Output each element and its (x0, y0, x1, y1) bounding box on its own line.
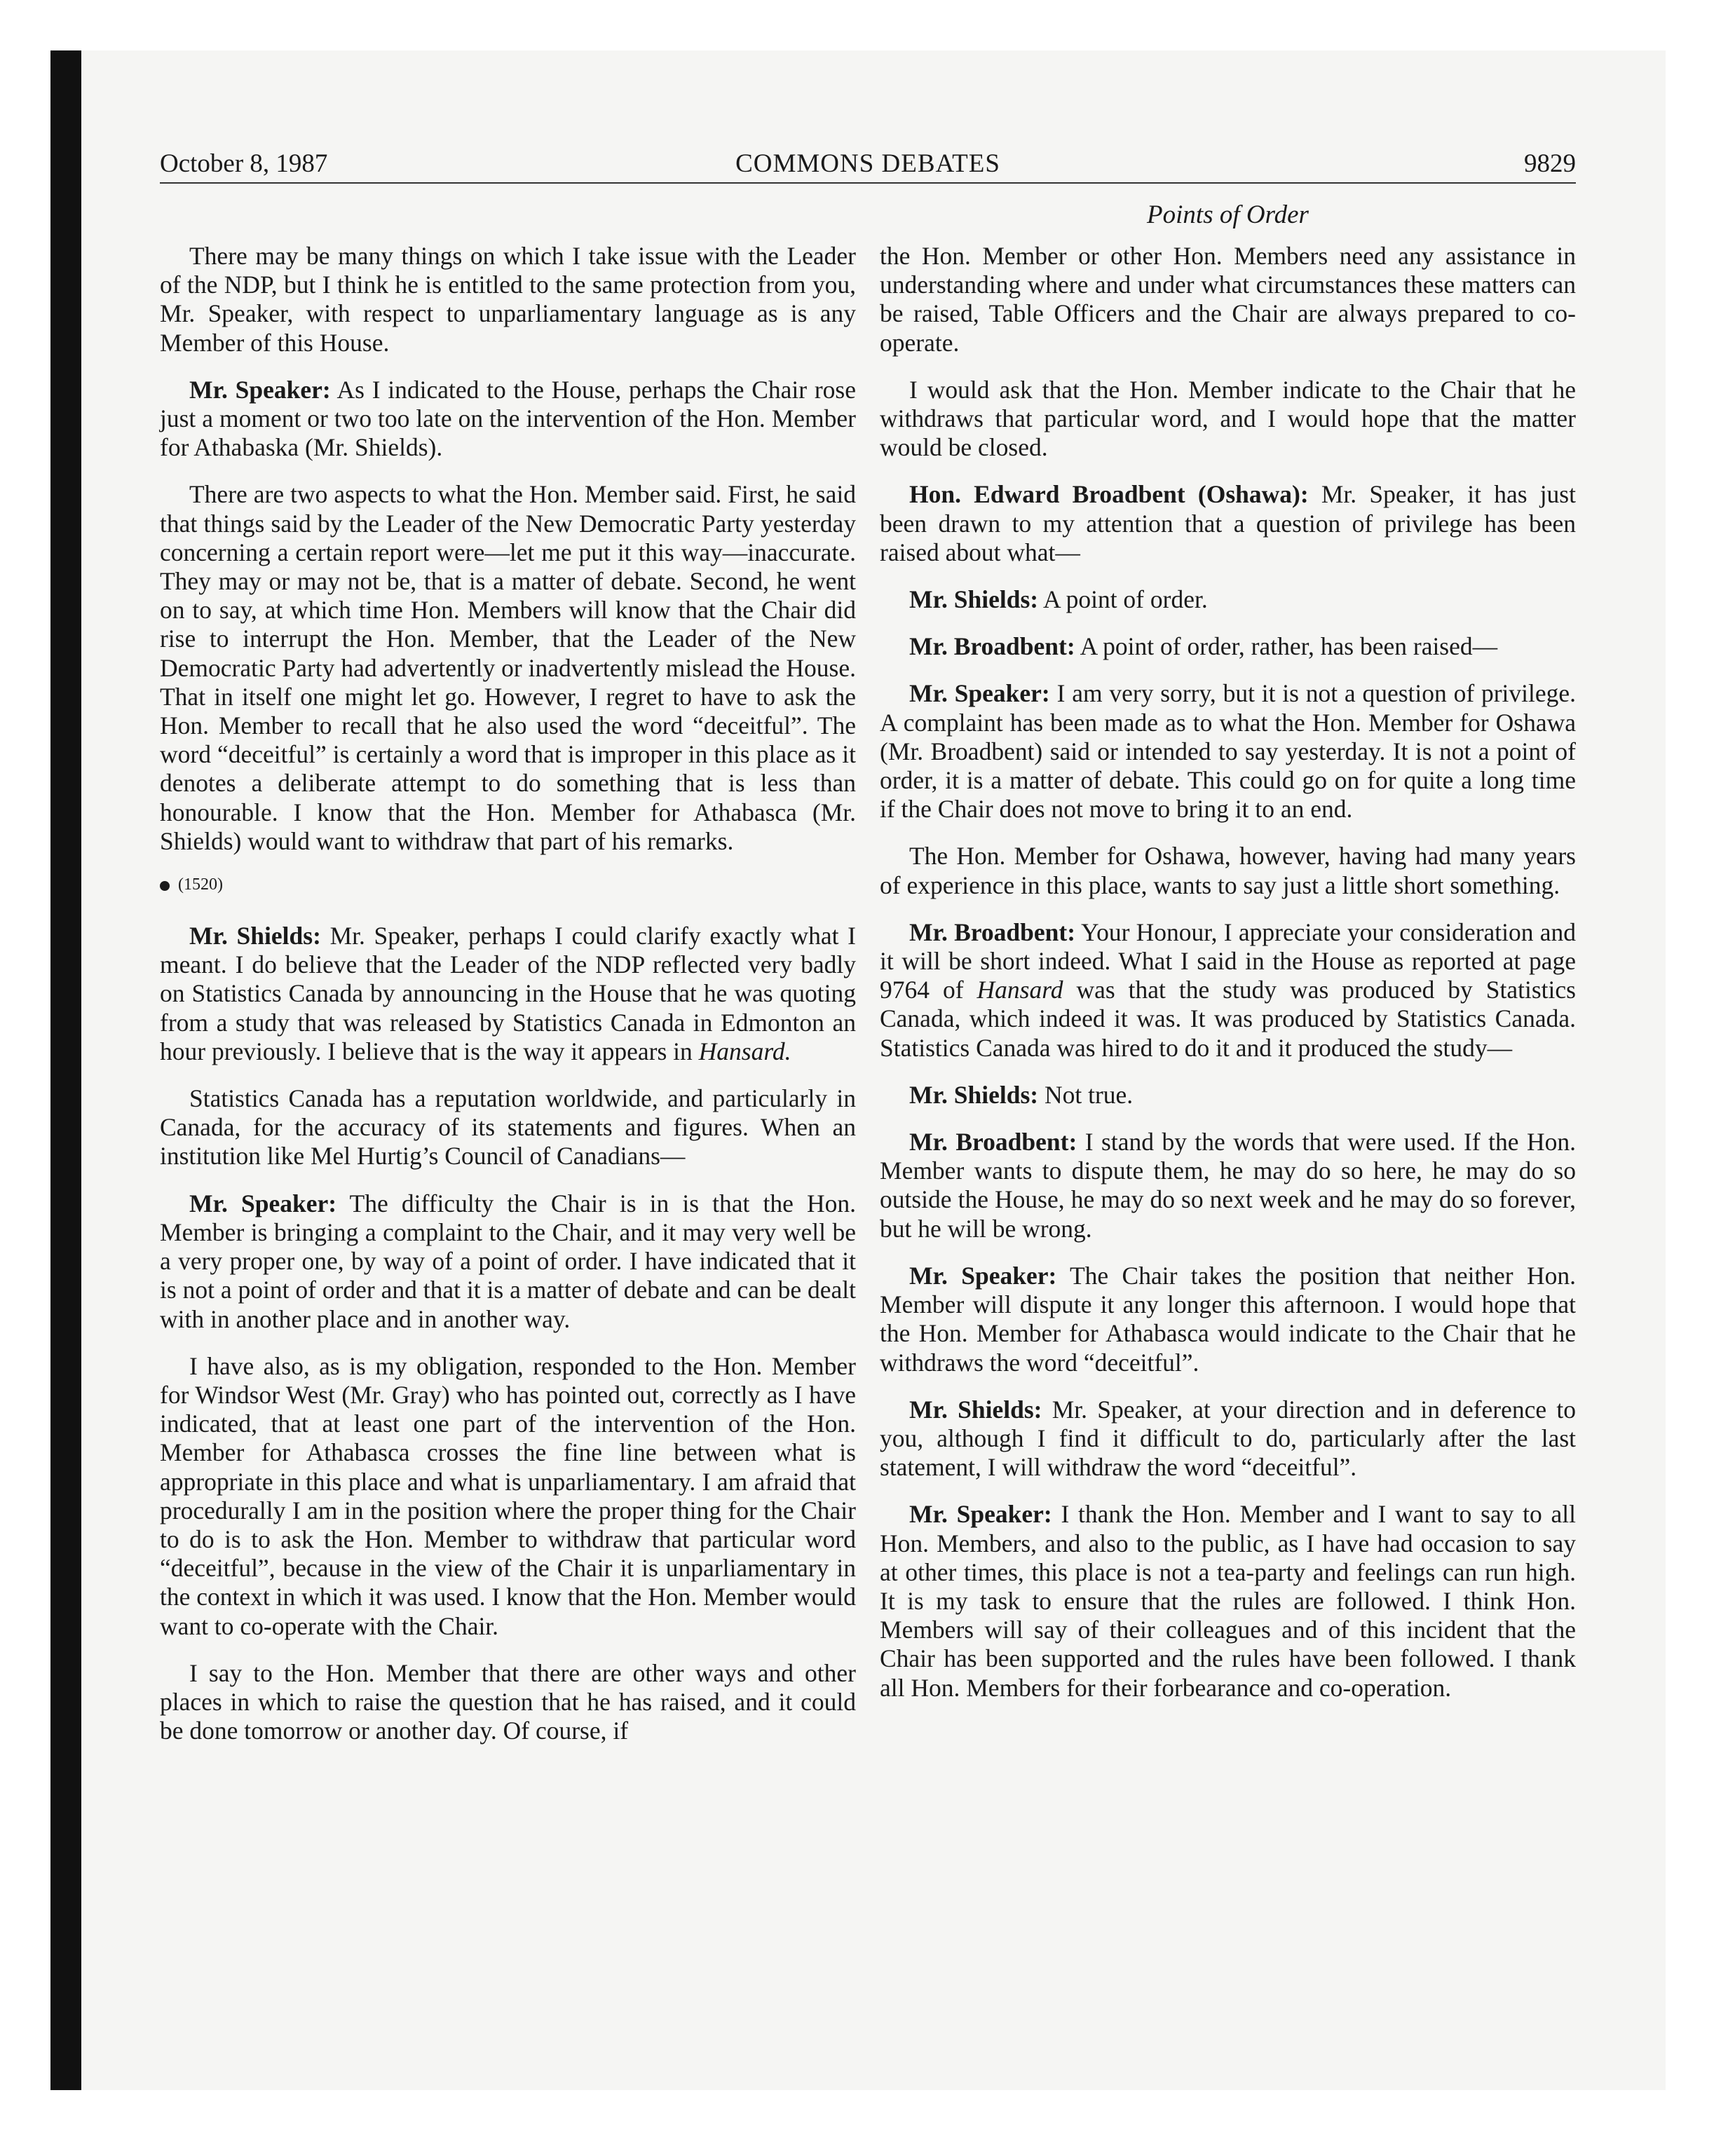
speaker-name: Mr. Speaker: (909, 1261, 1057, 1290)
speaker-name: Mr. Broadbent: (909, 917, 1076, 946)
time-marker (160, 874, 856, 895)
paragraph (880, 585, 1576, 614)
left-column (160, 242, 856, 1763)
speech-text: I thank the Hon. Member and I want to say to all Hon. Members, and also to the public, as I have had occasion to say at other times, this place is not a tea-party and feelings can run high. It is my task to ensure that the rules are followed. I think Hon. Members will say of their colleagues and of this incident that the Chair has been supported and the rules have been followed. I thank all Hon. Members for their forbearance and co-operation. (880, 1500, 1577, 1702)
paragraph: Statistics Canada has a reputation worldwide, and particularly in Canada, for the accuracy of its statements and figures. When an institution like Mel Hurtig’s Council of Canadians— (160, 1084, 856, 1171)
paragraph: the Hon. Member or other Hon. Members need any assistance in understanding where and under what circumstances these matters can be raised, Table Officers and the Chair are always prepared to co-operate. (880, 242, 1576, 357)
paragraph (160, 376, 856, 463)
speech-text: I am very sorry, but it is not a question of privilege. A complaint has been made as to what the Hon. Member for Oshawa (Mr. Broadbent) said or intended to say yesterday. It is not a point of order, it is a matter of debate. This could go on for quite a long time if the Chair does not move to bring it to an end. (880, 679, 1577, 824)
paragraph (880, 1396, 1576, 1482)
speaker-name: Mr. Shields: (189, 922, 321, 950)
speaker-name: Mr. Speaker: (189, 1189, 337, 1217)
paragraph (880, 679, 1576, 824)
speaker-name: Mr. Speaker: (909, 679, 1050, 708)
speech-text: The Chair takes the position that neither Hon. Member will dispute it any longer this afternoon. I would hope that the Hon. Member for Athabasca would indicate to the Chair that he withdraws the word “deceitful”. (880, 1261, 1576, 1377)
header-date: October 8, 1987 (160, 149, 328, 178)
speaker-name: Hon. Edward Broadbent (Oshawa): (909, 480, 1309, 509)
paragraph (880, 632, 1576, 661)
speech-text: Mr. Speaker, it has just been drawn to my attention that a question of privilege has been raised about what— (880, 480, 1576, 566)
paragraph: I have also, as is my obligation, responded to the Hon. Member for Windsor West (Mr. Gray) who has pointed out, correctly as I have indicated, that at least one part of the intervention of the Hon. Member for Athabasca crosses the fine line between what is appropriate in this place and what is unparliamentary. I am afraid that procedurally I am in the position where the proper thing for the Chair to do is to ask the Hon. Member to withdraw that particular word “deceitful”, because in the view of the Chair it is unparliamentary in the context in which it was used. I know that the Hon. Member would want to co-operate with the Chair. (160, 1351, 856, 1640)
paragraph: The Hon. Member for Oshawa, however, having had many years of experience in this place, wants to say just a little short something. (880, 842, 1576, 899)
scan-edge-bar (50, 50, 81, 2090)
italic-title: Hansard. (698, 1037, 791, 1065)
paragraph (160, 922, 856, 1066)
speech-text: A point of order. (1038, 585, 1208, 614)
speaker-name: Mr. Shields: (909, 1395, 1042, 1424)
paragraph (880, 1128, 1576, 1243)
time-marker-text: (1520) (178, 875, 223, 894)
speech-text: Not true. (1038, 1080, 1134, 1109)
paragraph (880, 1500, 1576, 1702)
speech-text: Your Honour, I appreciate your consideration and it will be short indeed. What I said in the House as reported at page 9764 of (880, 917, 1576, 1004)
paragraph (880, 480, 1576, 567)
speaker-name: Mr. Broadbent: (909, 632, 1075, 661)
speaker-name: Mr. Broadbent: (909, 1128, 1077, 1157)
section-title: Points of Order (1147, 200, 1309, 229)
header-publication: COMMONS DEBATES (735, 149, 1000, 178)
italic-title: Hansard (977, 976, 1063, 1004)
speech-text: was that the study was produced by Statistics Canada, which indeed it was. It was produced by Statistics Canada. Statistics Canada was hired to do it and it produced the study— (880, 976, 1576, 1062)
speech-text: I stand by the words that were used. If the Hon. Member wants to dispute them, he may do so here, he may do so outside the House, he may do so next week and he may do so forever, but he will be wrong. (880, 1128, 1576, 1243)
speech-text: The difficulty the Chair is in is that the Hon. Member is bringing a complaint to the Chair, and it may very well be a very proper one, by way of a point of order. I have indicated that it is not a point of order and that it is a matter of debate and can be dealt with in another place and in another way. (160, 1189, 856, 1333)
paragraph (880, 1081, 1576, 1110)
paragraph: There may be many things on which I take issue with the Leader of the NDP, but I think he is entitled to the same protection from you, Mr. Speaker, with respect to unparliamentary language as is any Member of this House. (160, 242, 856, 357)
speech-text: Mr. Speaker, perhaps I could clarify exactly what I meant. I do believe that the Leader of the NDP reflected very badly on Statistics Canada by announcing in the House that he was quoting from a study that was released by Statistics Canada in Edmonton an hour previously. I believe that is the way it appears in (160, 922, 857, 1065)
speaker-name: Mr. Speaker: (189, 375, 331, 404)
paragraph (160, 1189, 856, 1334)
running-header (160, 146, 1576, 184)
speech-text: A point of order, rather, has been raised— (1075, 632, 1498, 661)
speech-text: As I indicated to the House, perhaps the Chair rose just a moment or two too late on the intervention of the Hon. Member for Athabaska (Mr. Shields). (160, 375, 856, 462)
speech-text: Mr. Speaker, at your direction and in deference to you, although I find it difficult to do, particularly after the last statement, I will withdraw the word “deceitful”. (880, 1395, 1576, 1482)
paragraph: I say to the Hon. Member that there are other ways and other places in which to raise the question that he has raised, and it could be done tomorrow or another day. Of course, if (160, 1658, 856, 1745)
speaker-name: Mr. Shields: (909, 1080, 1039, 1109)
paragraph (880, 918, 1576, 1063)
paragraph (880, 1262, 1576, 1377)
paragraph: I would ask that the Hon. Member indicate to the Chair that he withdraws that particular word, and I would hope that the matter would be closed. (880, 375, 1576, 462)
speaker-name: Mr. Speaker: (909, 1500, 1052, 1529)
header-page-number: 9829 (1524, 149, 1576, 178)
right-column (880, 242, 1576, 1721)
bullet-icon (160, 881, 170, 891)
speaker-name: Mr. Shields: (909, 585, 1039, 614)
paragraph: There are two aspects to what the Hon. Member said. First, he said that things said by the Leader of the New Democratic Party yesterday concerning a certain report were—let me put it this way—inaccurate. They may or may not be, that is a matter of debate. Second, he went on to say, at which time Hon. Members will know that the Chair did rise to interrupt the Hon. Member, that the Leader of the New Democratic Party had advertently or inadvertently mislead the House. That in itself one might let go. However, I regret to have to ask the Hon. Member to recall that he also used the word “deceitful”. The word “deceitful” is certainly a word that is improper in this place as it denotes a deliberate attempt to do something that is less than honourable. I know that the Hon. Member for Athabasca (Mr. Shields) would want to withdraw that part of his remarks. (160, 480, 856, 855)
